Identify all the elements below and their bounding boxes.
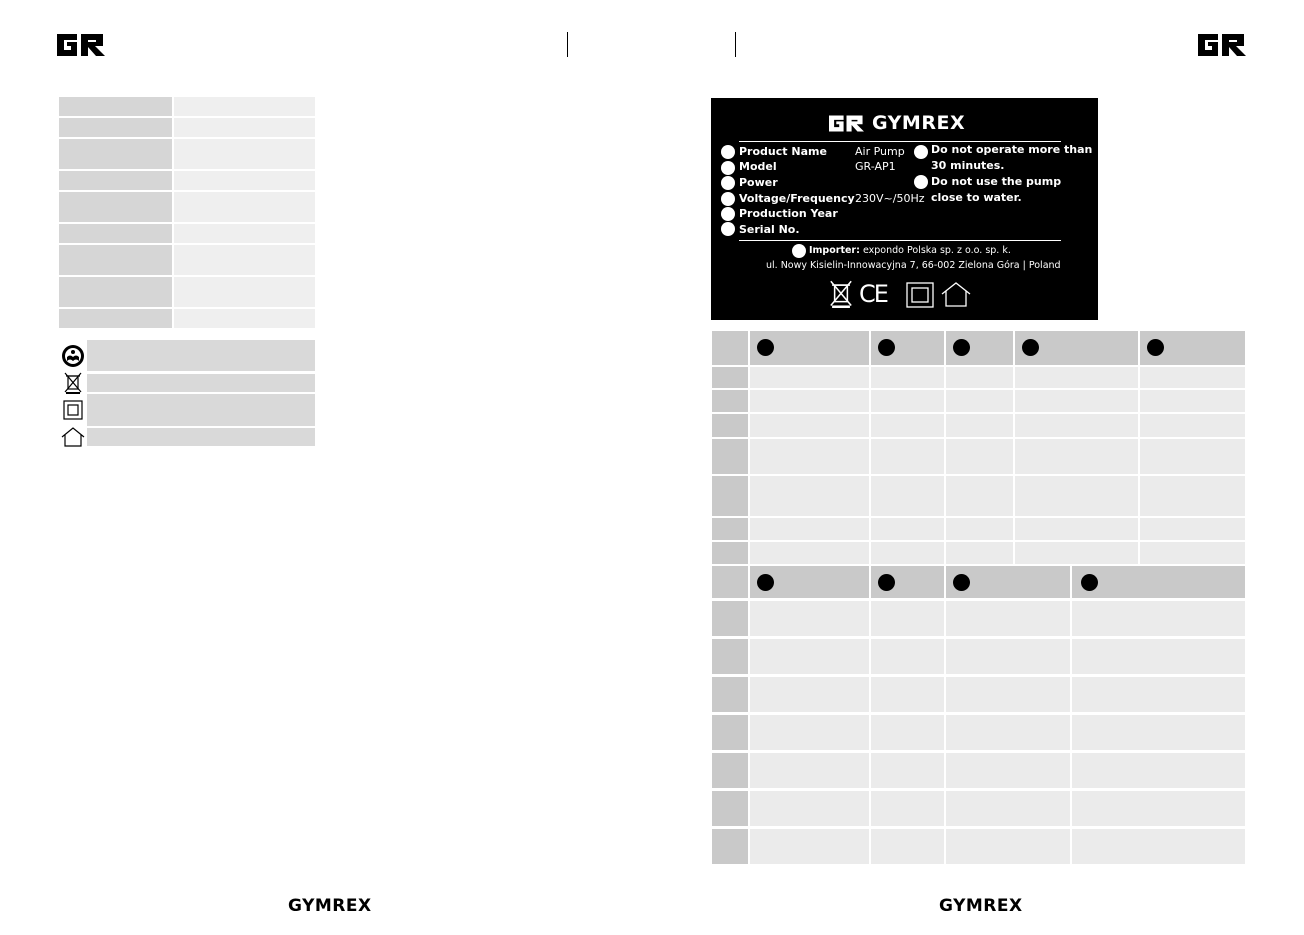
table-cell: [871, 542, 944, 564]
header-cell: [1072, 566, 1245, 598]
table-cell: [946, 476, 1013, 516]
table-cell: [871, 753, 944, 788]
table-cell: [871, 476, 944, 516]
table-cell: [750, 439, 869, 474]
label-brand: [829, 112, 965, 134]
table-cell: [871, 791, 944, 826]
marker-dot: [721, 222, 735, 236]
marker-dot: [914, 175, 928, 189]
table-cell: [871, 677, 944, 712]
marker-dot: [721, 145, 735, 159]
table-cell: [750, 476, 869, 516]
table-row: [59, 118, 315, 137]
header-cell: [750, 331, 869, 365]
marker-dot: [757, 574, 774, 591]
symbol-row: [59, 374, 315, 392]
field-value: 230V~/50Hz: [855, 192, 925, 205]
table-cell: [712, 715, 748, 750]
table-cell: [750, 601, 869, 636]
table-cell: [750, 677, 869, 712]
table-cell: [1140, 542, 1245, 564]
divider: [735, 32, 736, 57]
weee-bin-icon: [827, 280, 855, 308]
table-cell: [712, 639, 748, 674]
table-cell: [1140, 518, 1245, 540]
table-cell: [1140, 390, 1245, 412]
header-cell: [750, 566, 869, 598]
table-cell: [712, 791, 748, 826]
marker-dot: [953, 339, 970, 356]
table-cell: [1015, 518, 1138, 540]
table-cell: [712, 367, 748, 388]
symbol-row: [59, 340, 315, 371]
importer-label: Importer:: [809, 245, 860, 256]
table-cell: [750, 791, 869, 826]
marker-dot: [878, 574, 895, 591]
table-row: [59, 224, 315, 243]
indoor-use-icon: [940, 281, 972, 308]
marker-dot: [757, 339, 774, 356]
table-cell: [871, 518, 944, 540]
header-cell: [712, 331, 748, 365]
warning-text: Do not use the pump: [931, 175, 1062, 188]
table-cell: [946, 518, 1013, 540]
table-cell: [871, 715, 944, 750]
table-cell: [1140, 367, 1245, 388]
table-cell: [1072, 639, 1245, 674]
weee-bin-icon: [59, 374, 87, 392]
table-row: [59, 192, 315, 222]
importer-line: [809, 245, 1011, 256]
table-cell: [712, 542, 748, 564]
table-cell: [712, 439, 748, 474]
indoor-use-icon: [59, 428, 87, 446]
divider: [567, 32, 568, 57]
table-cell: [1072, 677, 1245, 712]
table-cell: [871, 367, 944, 388]
table-cell: [946, 677, 1070, 712]
table-cell: [1015, 414, 1138, 437]
gr-logo-icon: [829, 115, 864, 132]
ce-icon: CE: [859, 280, 887, 308]
header-cell: [712, 566, 748, 598]
table-cell: [1015, 476, 1138, 516]
field-name: Power: [739, 176, 778, 189]
table-cell: [712, 677, 748, 712]
table-cell: [1072, 829, 1245, 864]
field-name: Production Year: [739, 207, 838, 220]
table-row: [59, 277, 315, 307]
table-cell: [1072, 715, 1245, 750]
field-name: Model: [739, 160, 777, 173]
table-cell: [750, 390, 869, 412]
table-cell: [750, 542, 869, 564]
warning-text: Do not operate more than: [931, 143, 1093, 156]
marker-dot: [914, 145, 928, 159]
field-name: Product Name: [739, 145, 827, 158]
label-divider: [739, 141, 1061, 142]
table-cell: [871, 639, 944, 674]
gr-logo-icon: [57, 34, 105, 56]
importer-address: ul. Nowy Kisielin-Innowacyjna 7, 66-002 Zielona Góra | Poland: [766, 260, 1061, 271]
footer-brand: GYMREX: [288, 896, 372, 916]
importer-name: expondo Polska sp. z o.o. sp. k.: [862, 245, 1011, 256]
marker-dot: [878, 339, 895, 356]
header-cell: [946, 566, 1070, 598]
header-cell: [871, 566, 944, 598]
label-divider: [739, 240, 1061, 241]
table-row: [59, 309, 315, 328]
header-cell: [1140, 331, 1245, 365]
table-cell: [946, 390, 1013, 412]
class-ii-icon: [59, 394, 87, 426]
symbol-row: [59, 394, 315, 426]
field-name: Serial No.: [739, 223, 800, 236]
table-cell: [946, 414, 1013, 437]
table-cell: [946, 367, 1013, 388]
footer-brand: GYMREX: [939, 896, 1023, 916]
table-cell: [1072, 791, 1245, 826]
table-cell: [750, 367, 869, 388]
table-cell: [1015, 390, 1138, 412]
marker-dot: [721, 192, 735, 206]
table-cell: [750, 715, 869, 750]
table-cell: [750, 639, 869, 674]
class-ii-icon: [906, 282, 934, 308]
table-cell: [712, 518, 748, 540]
header-cell: [1015, 331, 1138, 365]
table-cell: [946, 601, 1070, 636]
gr-logo-icon: [1198, 34, 1246, 56]
table-cell: [1015, 367, 1138, 388]
table-cell: [946, 791, 1070, 826]
table-cell: [1140, 414, 1245, 437]
header-cell: [871, 331, 944, 365]
table-cell: [871, 829, 944, 864]
read-manual-icon: [59, 340, 87, 371]
symbol-row: [59, 428, 315, 446]
table-row: [59, 139, 315, 169]
table-cell: [871, 414, 944, 437]
warning-text: 30 minutes.: [931, 159, 1005, 172]
table-cell: [712, 390, 748, 412]
table-cell: [1015, 439, 1138, 474]
field-name: Voltage/Frequency: [739, 192, 855, 205]
marker-dot: [721, 161, 735, 175]
field-value: Air Pump: [855, 145, 905, 158]
table-cell: [750, 414, 869, 437]
product-label: [711, 98, 1098, 320]
table-row: [59, 245, 315, 275]
table-row: [59, 97, 315, 116]
header-cell: [946, 331, 1013, 365]
marker-dot: [792, 244, 806, 258]
table-cell: [946, 542, 1013, 564]
table-cell: [946, 715, 1070, 750]
table-cell: [1140, 476, 1245, 516]
label-brand-text: GYMREX: [872, 112, 966, 134]
warning-text: close to water.: [931, 191, 1022, 204]
table-cell: [750, 753, 869, 788]
table-cell: [946, 753, 1070, 788]
marker-dot: [953, 574, 970, 591]
table-cell: [871, 390, 944, 412]
field-value: GR-AP1: [855, 160, 896, 173]
table-cell: [1140, 439, 1245, 474]
table-cell: [712, 753, 748, 788]
marker-dot: [1147, 339, 1164, 356]
table-cell: [712, 601, 748, 636]
marker-dot: [1022, 339, 1039, 356]
table-cell: [1072, 753, 1245, 788]
table-cell: [712, 829, 748, 864]
table-cell: [1015, 542, 1138, 564]
table-cell: [871, 439, 944, 474]
table-cell: [712, 414, 748, 437]
marker-dot: [1081, 574, 1098, 591]
table-cell: [946, 439, 1013, 474]
table-cell: [946, 639, 1070, 674]
table-row: [59, 171, 315, 190]
table-cell: [750, 518, 869, 540]
table-cell: [946, 829, 1070, 864]
marker-dot: [721, 176, 735, 190]
table-cell: [1072, 601, 1245, 636]
table-cell: [712, 476, 748, 516]
table-cell: [871, 601, 944, 636]
table-cell: [750, 829, 869, 864]
marker-dot: [721, 207, 735, 221]
